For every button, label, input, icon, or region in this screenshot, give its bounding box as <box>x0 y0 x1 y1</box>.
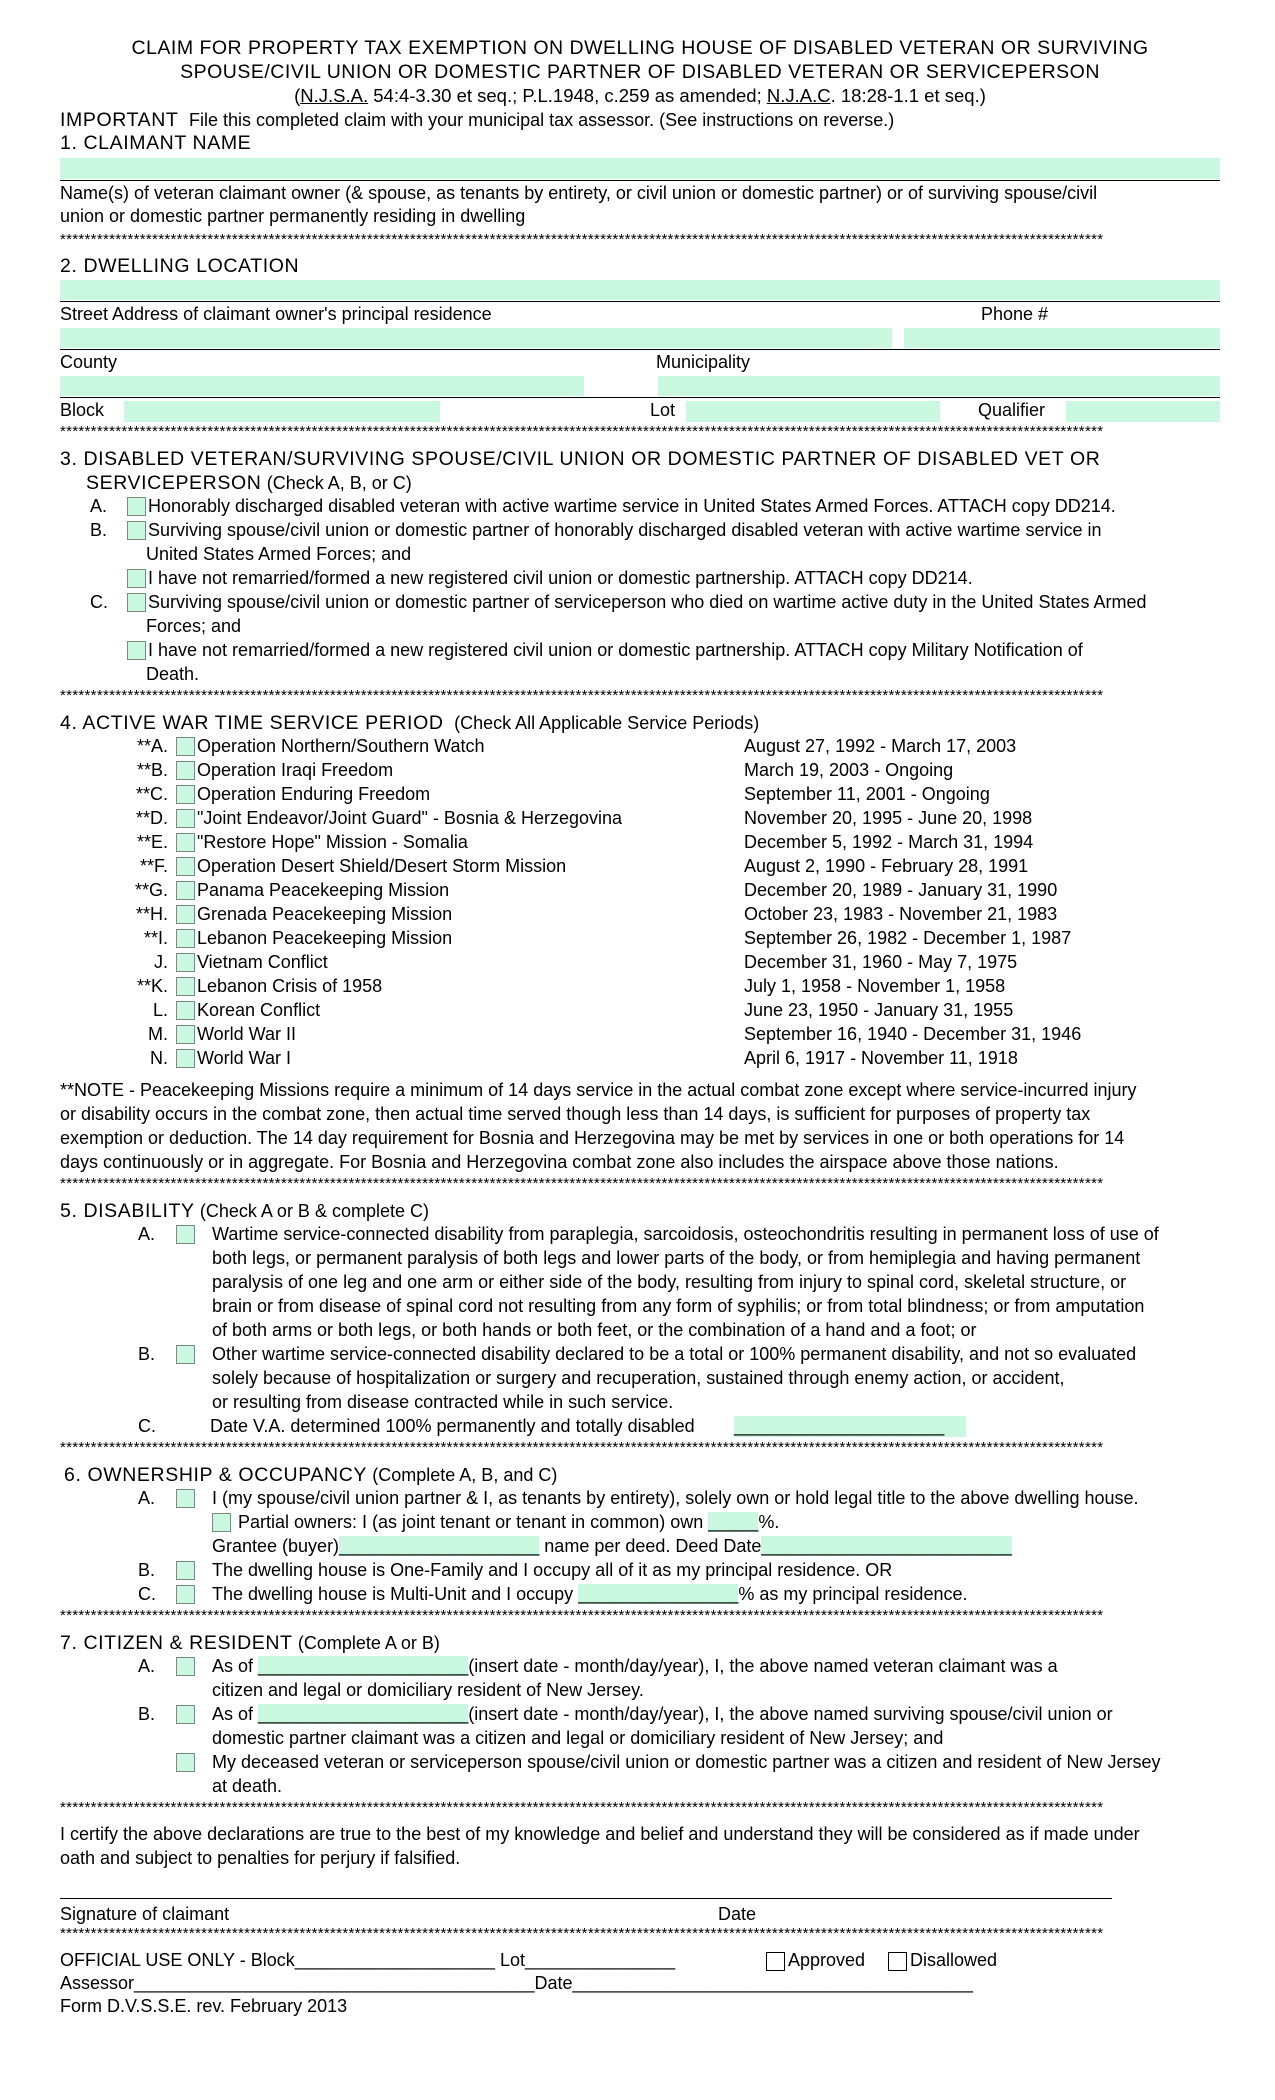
service-period-dates: December 31, 1960 - May 7, 1975 <box>744 952 1018 972</box>
service-period-name: Operation Desert Shield/Desert Storm Mission <box>197 856 567 876</box>
county-input[interactable] <box>60 376 584 396</box>
service-period-name: Lebanon Crisis of 1958 <box>197 976 383 996</box>
option-letter: B. <box>138 1560 156 1580</box>
service-period-dates: December 20, 1989 - January 31, 1990 <box>744 880 1058 900</box>
period-letter: **F. <box>139 856 168 876</box>
service-period-checkbox[interactable] <box>176 977 195 996</box>
statute-citation: (N.J.S.A. 54:4-3.30 et seq.; P.L.1948, c.259 as amended; N.J.A.C. 18:28-1.1 et seq.) <box>294 85 986 106</box>
lot-field[interactable] <box>686 401 940 422</box>
surviving-spouse-serviceperson-checkbox[interactable] <box>127 593 146 612</box>
claimant-name-caption-1: Name(s) of veteran claimant owner (& spouse, as tenants by entirety, or civil union or domestic partner) or of surviving spouse/civil <box>60 183 1098 203</box>
citizen-a-line-1: As of _____________________(insert date - month/day/year), I, the above named veteran claimant was a <box>212 1656 1058 1676</box>
municipality-field[interactable] <box>658 376 1220 396</box>
citizen-b-sub-1: My deceased veteran or serviceperson spouse/civil union or domestic partner was a citizen and resident of New Jersey <box>212 1752 1161 1772</box>
option-letter: C. <box>90 592 108 612</box>
disability-a-line-3: paralysis of one leg and one arm or either side of the body, resulting from injury to spinal cord, skeletal structure, or <box>212 1272 1127 1292</box>
service-period-name: World War II <box>197 1024 297 1044</box>
deed-date-field[interactable]: _________________________ <box>761 1536 1012 1556</box>
citizen-a-checkbox[interactable] <box>176 1657 195 1676</box>
service-period-dates: December 5, 1992 - March 31, 1994 <box>744 832 1034 852</box>
star-divider: ************************************************************************************************************************************************************************** <box>60 232 1104 248</box>
form-title-line-1: CLAIM FOR PROPERTY TAX EXEMPTION ON DWELLING HOUSE OF DISABLED VETERAN OR SURVIVING <box>131 37 1149 59</box>
divider <box>60 180 1220 181</box>
service-period-checkbox[interactable] <box>176 1025 195 1044</box>
service-period-checkbox[interactable] <box>176 929 195 948</box>
service-period-dates: August 27, 1992 - March 17, 2003 <box>744 736 1017 756</box>
service-period-dates: November 20, 1995 - June 20, 1998 <box>744 808 1033 828</box>
option-b-text-1: Surviving spouse/civil union or domestic partner of honorably discharged disabled veteran with active wartime service in <box>148 520 1102 540</box>
star-divider: ************************************************************************************************************************************************************************** <box>60 1926 1104 1942</box>
period-letter: **I. <box>143 928 168 948</box>
service-period-checkbox[interactable] <box>176 785 195 804</box>
service-period-checkbox[interactable] <box>176 737 195 756</box>
ownership-a-text: I (my spouse/civil union partner & I, as tenants by entirety), solely own or hold legal title to the above dwelling house. <box>212 1488 1139 1508</box>
disability-a-line-5: of both arms or both legs, or both hands or both feet, or the combination of a hand and a foot; or <box>212 1320 977 1340</box>
grantee-field[interactable]: ____________________ <box>339 1536 540 1556</box>
service-period-dates: August 2, 1990 - February 28, 1991 <box>744 856 1029 876</box>
option-letter: B. <box>90 520 108 540</box>
not-remarried-b-checkbox[interactable] <box>127 569 146 588</box>
star-divider: ************************************************************************************************************************************************************************** <box>60 424 1104 440</box>
important-notice: IMPORTANT File this completed claim with your municipal tax assessor. (See instructions on reverse.) <box>60 109 895 131</box>
service-period-dates: September 16, 1940 - December 31, 1946 <box>744 1024 1082 1044</box>
assessor-date-blank[interactable]: ________________________________________ <box>572 1973 973 1993</box>
service-period-dates: September 26, 1982 - December 1, 1987 <box>744 928 1072 948</box>
street-address-label: Street Address of claimant owner's principal residence <box>60 304 492 324</box>
lot-label: Lot <box>650 400 676 420</box>
period-letter: M. <box>148 1024 168 1044</box>
option-letter: B. <box>138 1704 156 1724</box>
official-block-blank[interactable]: ____________________ <box>294 1950 495 1970</box>
claimant-name-caption-2: union or domestic partner permanently residing in dwelling <box>60 206 526 226</box>
section-3-heading-1: 3. DISABLED VETERAN/SURVIVING SPOUSE/CIVIL UNION OR DOMESTIC PARTNER OF DISABLED VET OR <box>60 448 1101 470</box>
citizen-b-sub-2: at death. <box>212 1776 283 1796</box>
period-letter: J. <box>153 952 168 972</box>
service-period-name: "Restore Hope" Mission - Somalia <box>197 832 468 852</box>
period-letter: **A. <box>136 736 168 756</box>
citizen-a-line-2: citizen and legal or domiciliary resident of New Jersey. <box>212 1680 644 1700</box>
note-line-2: or disability occurs in the combat zone, then actual time served though less than 14 days, is sufficient for purposes of property tax <box>60 1104 1091 1124</box>
disability-b-checkbox[interactable] <box>176 1345 195 1364</box>
service-period-name: Vietnam Conflict <box>197 952 328 972</box>
service-period-checkbox[interactable] <box>176 1049 195 1068</box>
va-date-underline: _____________________ <box>734 1416 945 1436</box>
multi-unit-text: The dwelling house is Multi-Unit and I occupy ________________% as my principal residence. <box>212 1584 968 1604</box>
county-field[interactable] <box>60 328 892 348</box>
star-divider: ************************************************************************************************************************************************************************** <box>60 1800 1104 1816</box>
street-address-field[interactable] <box>60 280 1220 300</box>
disability-b-line-3: or resulting from disease contracted while in such service. <box>212 1392 674 1412</box>
phone-label: Phone # <box>981 304 1049 324</box>
section-5-heading: 5. DISABILITY (Check A or B & complete C) <box>60 1200 429 1222</box>
form-id: Form D.V.S.S.E. rev. February 2013 <box>60 1996 348 2016</box>
official-lot-blank[interactable]: _______________ <box>525 1950 676 1970</box>
service-period-dates: June 23, 1950 - January 31, 1955 <box>744 1000 1014 1020</box>
section-7-heading: 7. CITIZEN & RESIDENT (Complete A or B) <box>60 1632 440 1654</box>
partial-owner-checkbox[interactable] <box>212 1513 231 1532</box>
option-a-text: Honorably discharged disabled veteran with active wartime service in United States Armed Forces. ATTACH copy DD214. <box>148 496 1116 516</box>
approved-checkbox[interactable] <box>766 1952 785 1971</box>
option-letter: C. <box>138 1584 156 1604</box>
period-letter: **H. <box>135 904 168 924</box>
signature-line[interactable] <box>60 1898 1112 1899</box>
deceased-citizen-checkbox[interactable] <box>176 1753 195 1772</box>
divider <box>60 301 1220 302</box>
service-period-name: World War I <box>197 1048 292 1068</box>
assessor-blank[interactable]: ________________________________________ <box>134 1973 535 1993</box>
option-letter: B. <box>138 1344 156 1364</box>
service-period-name: Operation Iraqi Freedom <box>197 760 394 780</box>
citizen-b-date-field[interactable]: _____________________ <box>258 1704 469 1724</box>
period-letter: **B. <box>136 760 168 780</box>
option-letter: A. <box>138 1656 156 1676</box>
section-6-heading: 6. OWNERSHIP & OCCUPANCY (Complete A, B, and C) <box>64 1464 558 1486</box>
grantee-line: Grantee (buyer)____________________ name per deed. Deed Date_________________________ <box>212 1536 1012 1556</box>
service-period-name: "Joint Endeavor/Joint Guard" - Bosnia & Herzegovina <box>197 808 623 828</box>
official-use-row: OFFICIAL USE ONLY - Block____________________ Lot_______________ <box>60 1950 676 1970</box>
star-divider: ************************************************************************************************************************************************************************** <box>60 1176 1104 1192</box>
option-letter: A. <box>90 496 108 516</box>
section-3-heading-2: SERVICEPERSON (Check A, B, or C) <box>86 472 412 494</box>
period-letter: **D. <box>135 808 168 828</box>
assessor-row: Assessor________________________________________Date________________________________________ <box>60 1973 973 1993</box>
qualifier-label: Qualifier <box>978 400 1046 420</box>
service-period-checkbox[interactable] <box>176 1001 195 1020</box>
service-period-name: Grenada Peacekeeping Mission <box>197 904 453 924</box>
ownership-a-checkbox[interactable] <box>176 1489 195 1508</box>
period-letter: **E. <box>136 832 168 852</box>
option-letter: C. <box>138 1416 156 1436</box>
service-period-dates: September 11, 2001 - Ongoing <box>744 784 990 804</box>
va-date-label: Date V.A. determined 100% permanently and totally disabled <box>210 1416 695 1436</box>
service-period-checkbox[interactable] <box>176 833 195 852</box>
option-letter: A. <box>138 1224 156 1244</box>
approved-label: Approved <box>788 1950 866 1970</box>
service-period-dates: March 19, 2003 - Ongoing <box>744 760 954 780</box>
note-line-1: **NOTE - Peacekeeping Missions require a minimum of 14 days service in the actual combat zone except where service-incurred injury <box>60 1080 1137 1100</box>
service-period-name: Korean Conflict <box>197 1000 321 1020</box>
certification-line-2: oath and subject to penalties for perjury if falsified. <box>60 1848 461 1868</box>
one-family-text: The dwelling house is One-Family and I occupy all of it as my principal residence. OR <box>212 1560 893 1580</box>
option-c-sub-2: Death. <box>146 664 200 684</box>
claimant-name-field[interactable] <box>60 158 1220 179</box>
period-letter: N. <box>150 1048 168 1068</box>
section-2-heading: 2. DWELLING LOCATION <box>60 255 300 277</box>
citizen-b-checkbox[interactable] <box>176 1705 195 1724</box>
disabled-veteran-checkbox[interactable] <box>127 497 146 516</box>
disability-a-checkbox[interactable] <box>176 1225 195 1244</box>
service-period-dates: April 6, 1917 - November 11, 1918 <box>744 1048 1018 1068</box>
option-b-text-2: United States Armed Forces; and <box>146 544 412 564</box>
service-period-checkbox[interactable] <box>176 761 195 780</box>
star-divider: ************************************************************************************************************************************************************************** <box>60 688 1104 704</box>
period-letter: **K. <box>136 976 168 996</box>
service-period-dates: July 1, 1958 - November 1, 1958 <box>744 976 1006 996</box>
one-family-checkbox[interactable] <box>176 1561 195 1580</box>
disability-b-line-2: solely because of hospitalization or surgery and recuperation, sustained through enemy action, or accident, <box>212 1368 1065 1388</box>
citizen-a-date-field[interactable]: _____________________ <box>258 1656 469 1676</box>
disability-b-line-1: Other wartime service-connected disability declared to be a total or 100% permanent disability, and not so evaluated <box>212 1344 1137 1364</box>
option-c-text-1: Surviving spouse/civil union or domestic partner of serviceperson who died on wartime active duty in the United States Armed <box>148 592 1147 612</box>
service-period-name: Operation Enduring Freedom <box>197 784 431 804</box>
service-period-name: Lebanon Peacekeeping Mission <box>197 928 453 948</box>
section-1-heading: 1. CLAIMANT NAME <box>60 132 252 154</box>
qualifier-field[interactable] <box>1066 401 1220 422</box>
divider <box>60 349 1220 350</box>
disallowed-checkbox[interactable] <box>888 1952 907 1971</box>
form-title-line-2: SPOUSE/CIVIL UNION OR DOMESTIC PARTNER OF DISABLED VETERAN OR SERVICEPERSON <box>180 61 1100 83</box>
section-4-heading: 4. ACTIVE WAR TIME SERVICE PERIOD (Check All Applicable Service Periods) <box>60 712 760 734</box>
certification-line-1: I certify the above declarations are true to the best of my knowledge and belief and understand they will be considered as if made under <box>60 1824 1140 1844</box>
signature-label: Signature of claimant <box>60 1904 230 1924</box>
service-period-checkbox[interactable] <box>176 857 195 876</box>
service-period-dates: October 23, 1983 - November 21, 1983 <box>744 904 1058 924</box>
service-period-name: Panama Peacekeeping Mission <box>197 880 450 900</box>
service-period-checkbox[interactable] <box>176 905 195 924</box>
note-line-4: days continuously or in aggregate. For Bosnia and Herzegovina combat zone also includes the airspace above those nations. <box>60 1152 1059 1172</box>
option-c-text-2: Forces; and <box>146 616 242 636</box>
partial-percent-blank[interactable]: _____ <box>708 1512 759 1532</box>
multi-unit-checkbox[interactable] <box>176 1585 195 1604</box>
citizen-b-line-2: domestic partner claimant was a citizen and legal or domiciliary resident of New Jersey; and <box>212 1728 944 1748</box>
disability-a-line-4: brain or from disease of spinal cord not resulting from any form of syphilis; or from total blindness; or from amputation <box>212 1296 1145 1316</box>
county-label: County <box>60 352 118 372</box>
occupancy-percent-field[interactable]: ________________ <box>578 1584 739 1604</box>
service-period-checkbox[interactable] <box>176 881 195 900</box>
disability-a-line-2: both legs, or permanent paralysis of both legs and lower parts of the body, or from hemiplegia and having permanent <box>212 1248 1141 1268</box>
partial-owner-text: Partial owners: I (as joint tenant or tenant in common) own _____%. <box>238 1512 780 1532</box>
not-remarried-c-checkbox[interactable] <box>127 641 146 660</box>
phone-field[interactable] <box>904 328 1220 348</box>
block-label: Block <box>60 400 105 420</box>
option-letter: A. <box>138 1488 156 1508</box>
service-period-checkbox[interactable] <box>176 953 195 972</box>
service-period-checkbox[interactable] <box>176 809 195 828</box>
star-divider: ************************************************************************************************************************************************************************** <box>60 1440 1104 1456</box>
municipality-label: Municipality <box>656 352 751 372</box>
star-divider: ************************************************************************************************************************************************************************** <box>60 1608 1104 1624</box>
service-period-name: Operation Northern/Southern Watch <box>197 736 485 756</box>
block-field[interactable] <box>124 401 440 422</box>
option-c-sub-1: I have not remarried/formed a new registered civil union or domestic partnership. ATTACH copy Military Notification of <box>148 640 1083 660</box>
signature-date-label: Date <box>718 1904 757 1924</box>
surviving-spouse-veteran-checkbox[interactable] <box>127 521 146 540</box>
option-b-sub: I have not remarried/formed a new registered civil union or domestic partnership. ATTACH copy DD214. <box>148 568 973 588</box>
disallowed-label: Disallowed <box>910 1950 998 1970</box>
period-letter: **C. <box>135 784 168 804</box>
period-letter: **G. <box>134 880 168 900</box>
note-line-3: exemption or deduction. The 14 day requirement for Bosnia and Herzegovina may be met by services in one or both operations for 14 <box>60 1128 1125 1148</box>
divider <box>60 397 1220 398</box>
citizen-b-line-1: As of _____________________(insert date - month/day/year), I, the above named surviving spouse/civil union or <box>212 1704 1113 1724</box>
period-letter: L. <box>152 1000 168 1020</box>
disability-a-line-1: Wartime service-connected disability from paraplegia, sarcoidosis, osteochondritis resulting in permanent loss of use of <box>212 1224 1159 1244</box>
